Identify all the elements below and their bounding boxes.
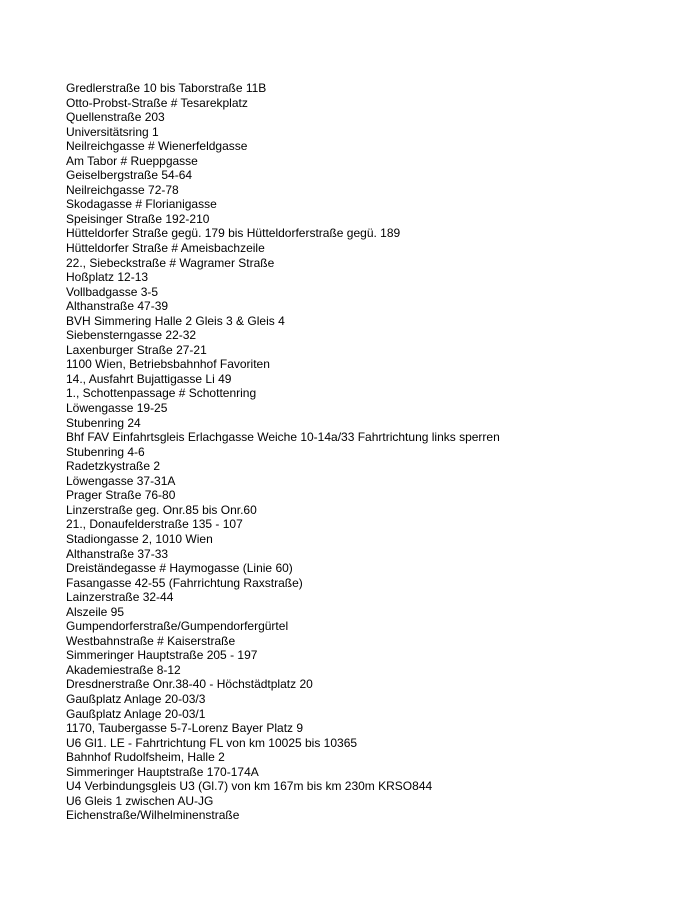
- list-item: Westbahnstraße # Kaiserstraße: [66, 633, 236, 648]
- list-item: Universitätsring 1: [66, 124, 159, 139]
- list-item: 1., Schottenpassage # Schottenring: [66, 386, 257, 401]
- list-item: U6 Gl1. LE - Fahrtrichtung FL von km 10025 bis 10365: [66, 735, 358, 750]
- list-item: Gaußplatz Anlage 20-03/3: [66, 691, 206, 706]
- list-item: Alszeile 95: [66, 604, 125, 619]
- list-item: U6 Gleis 1 zwischen AU-JG: [66, 793, 214, 808]
- list-item: Geiselbergstraße 54-64: [66, 168, 193, 183]
- list-item: Neilreichgasse # Wienerfeldgasse: [66, 139, 248, 154]
- list-item: Bhf FAV Einfahrtsgleis Erlachgasse Weiche 10-14a/33 Fahrtrichtung links sperren: [66, 430, 500, 445]
- list-item: Stubenring 4-6: [66, 444, 145, 459]
- list-item: Althanstraße 47-39: [66, 299, 169, 314]
- list-item: Vollbadgasse 3-5: [66, 284, 159, 299]
- list-item: 21., Donaufelderstraße 135 - 107: [66, 517, 243, 532]
- list-item: Hütteldorfer Straße gegü. 179 bis Hütteldorferstraße gegü. 189: [66, 226, 401, 241]
- list-item: Löwengasse 37-31A: [66, 473, 176, 488]
- list-item: Akademiestraße 8-12: [66, 662, 181, 677]
- address-list: [66, 81, 500, 823]
- list-item: Löwengasse 19-25: [66, 401, 168, 416]
- list-item: Hoßplatz 12-13: [66, 270, 149, 285]
- list-item: Dresdnerstraße Onr.38-40 - Höchstädtplatz 20: [66, 677, 313, 692]
- list-item: U4 Verbindungsgleis U3 (Gl.7) von km 167m bis km 230m KRSO844: [66, 779, 433, 794]
- list-item: Linzerstraße geg. Onr.85 bis Onr.60: [66, 502, 257, 517]
- list-item: Prager Straße 76-80: [66, 488, 176, 503]
- list-item: Bahnhof Rudolfsheim, Halle 2: [66, 750, 225, 765]
- list-item: Siebensterngasse 22-32: [66, 328, 197, 343]
- list-item: 14., Ausfahrt Bujattigasse Li 49: [66, 371, 232, 386]
- list-item: Stubenring 24: [66, 415, 141, 430]
- list-item: Fasangasse 42-55 (Fahrrichtung Raxstraße): [66, 575, 303, 590]
- list-item: Stadiongasse 2, 1010 Wien: [66, 531, 213, 546]
- list-item: 1100 Wien, Betriebsbahnhof Favoriten: [66, 357, 270, 372]
- list-item: Dreiständegasse # Haymogasse (Linie 60): [66, 561, 293, 576]
- list-item: Althanstraße 37-33: [66, 546, 169, 561]
- list-item: Speisinger Straße 192-210: [66, 211, 210, 226]
- list-item: Eichenstraße/Wilhelminenstraße: [66, 808, 240, 823]
- list-item: Hütteldorfer Straße # Ameisbachzeile: [66, 241, 265, 256]
- list-item: Gumpendorferstraße/Gumpendorfergürtel: [66, 619, 289, 634]
- list-item: 22., Siebeckstraße # Wagramer Straße: [66, 255, 275, 270]
- list-item: Simmeringer Hauptstraße 170-174A: [66, 764, 259, 779]
- list-item: Gaußplatz Anlage 20-03/1: [66, 706, 206, 721]
- list-item: Lainzerstraße 32-44: [66, 590, 174, 605]
- list-item: Simmeringer Hauptstraße 205 - 197: [66, 648, 258, 663]
- list-item: Gredlerstraße 10 bis Taborstraße 11B: [66, 81, 267, 95]
- list-item: Quellenstraße 203: [66, 110, 165, 125]
- list-item: Laxenburger Straße 27-21: [66, 342, 207, 357]
- list-item: BVH Simmering Halle 2 Gleis 3 & Gleis 4: [66, 313, 285, 328]
- list-item: Neilreichgasse 72-78: [66, 182, 179, 197]
- list-item: Otto-Probst-Straße # Tesarekplatz: [66, 95, 248, 110]
- list-item: Skodagasse # Florianigasse: [66, 197, 217, 212]
- list-item: 1170, Taubergasse 5-7-Lorenz Bayer Platz 9: [66, 721, 304, 736]
- list-item: Radetzkystraße 2: [66, 459, 161, 474]
- list-item: Am Tabor # Rueppgasse: [66, 153, 198, 168]
